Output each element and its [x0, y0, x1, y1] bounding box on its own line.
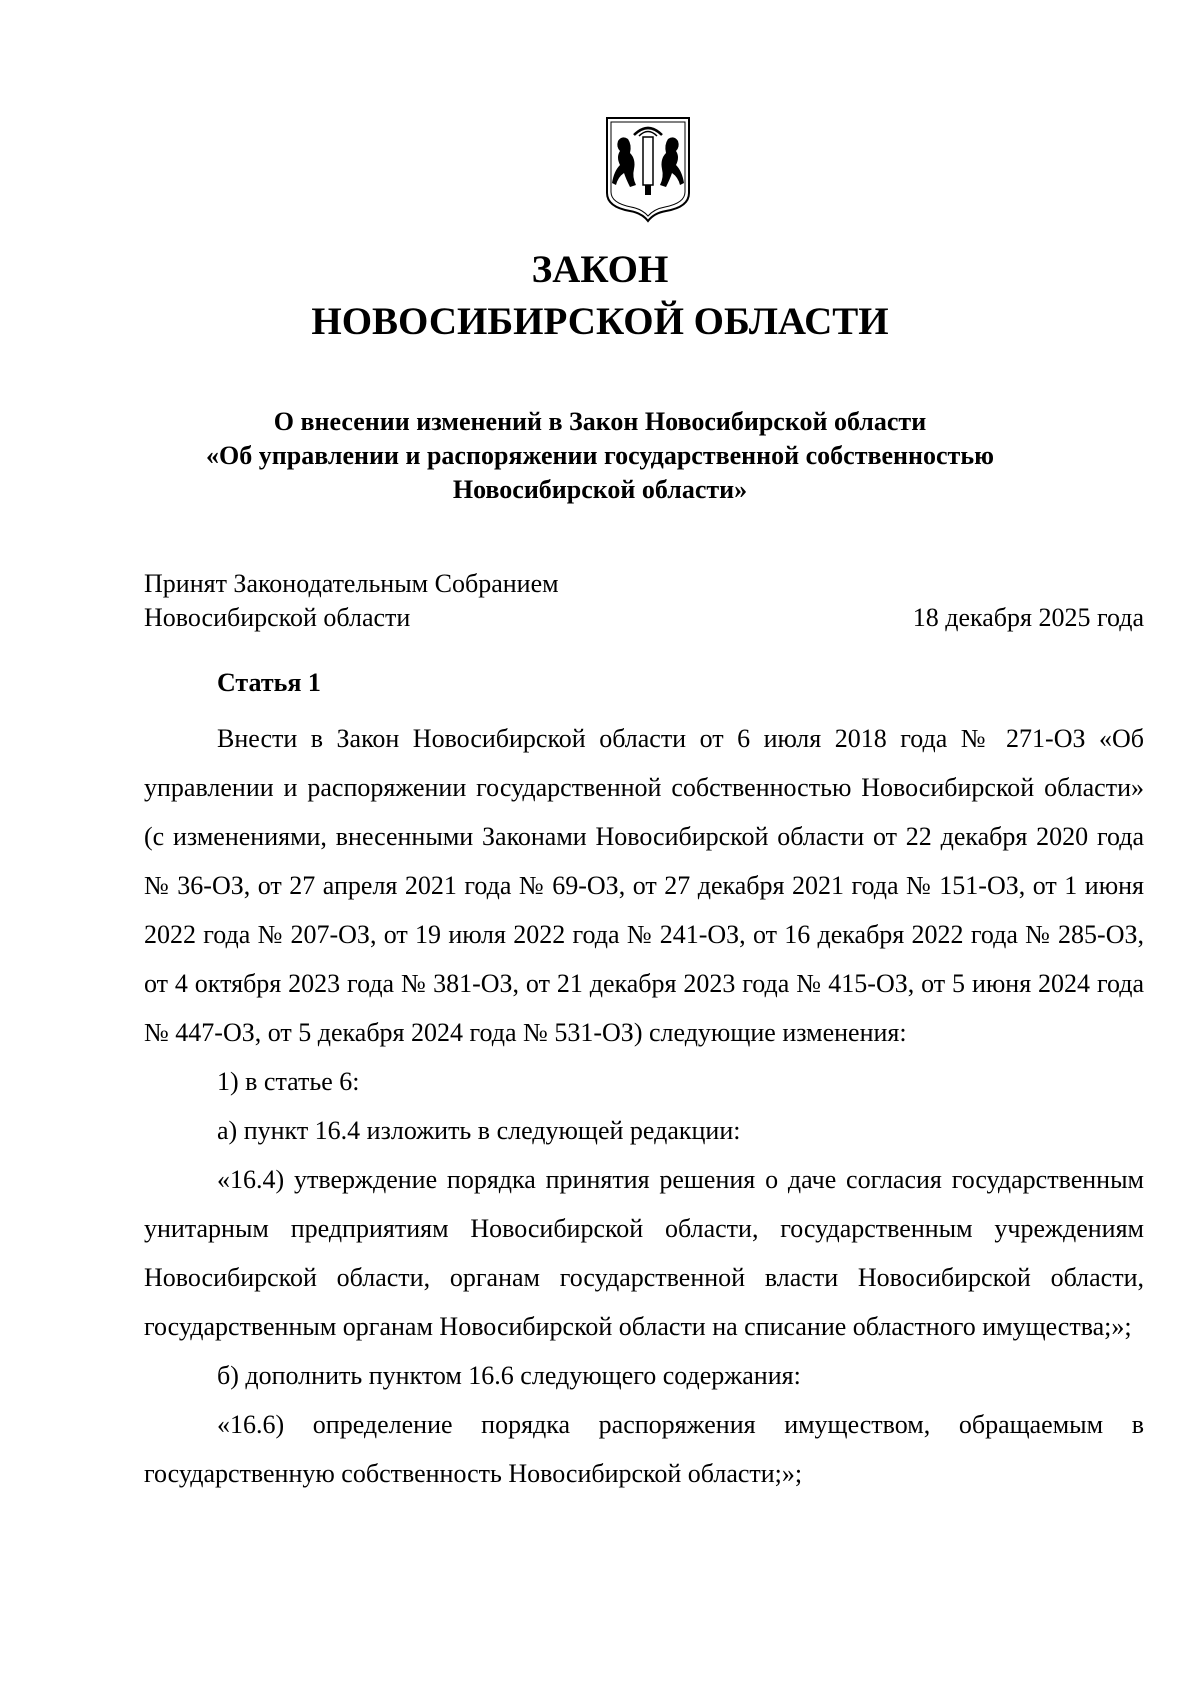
adoption-date: 18 декабря 2025 года: [912, 603, 1144, 632]
article-paragraph: б) дополнить пунктом 16.6 следующего содержания:: [217, 1361, 801, 1390]
law-subtitle-line3: Новосибирской области»: [452, 475, 748, 504]
article-paragraph: а) пункт 16.4 изложить в следующей редакции:: [217, 1116, 741, 1145]
novosibirsk-coat-of-arms-icon: [604, 115, 692, 223]
article-paragraph: «16.4) утверждение порядка принятия решения о даче согласия государственным унитарным предприятиям Новосибирской области, государственным учреждениям Новосибирской области, органам государственной власти Новосибирской области, государственным органам Новосибирской области на списание областного имущества;»;: [144, 1165, 1144, 1341]
article-body: [144, 714, 1144, 1498]
article-heading: Статья 1: [217, 668, 321, 697]
article-paragraph: Внести в Закон Новосибирской области от 6 июля 2018 года № 271-ОЗ «Об управлении и распоряжении государственной собственностью Новосибирской области» (с изменениями, внесенными Законами Новосибирской области от 22 декабря 2020 года № 36-ОЗ, от 27 апреля 2021 года № 69-ОЗ, от 27 декабря 2021 года № 151-ОЗ, от 1 июня 2022 года № 207-ОЗ, от 19 июля 2022 года № 241-ОЗ, от 16 декабря 2022 года № 285-ОЗ, от 4 октября 2023 года № 381-ОЗ, от 21 декабря 2023 года № 415-ОЗ, от 5 июня 2024 года № 447-ОЗ, от 5 декабря 2024 года № 531-ОЗ) следующие изменения:: [144, 724, 1144, 1047]
adopted-by-line1: Принят Законодательным Собранием: [144, 569, 559, 598]
law-subtitle-line1: О внесении изменений в Закон Новосибирской области: [273, 407, 927, 436]
adopted-by-line2: Новосибирской области: [144, 603, 411, 632]
law-subtitle-line2: «Об управлении и распоряжении государственной собственностью: [206, 441, 994, 470]
document-title-line1: ЗАКОН: [531, 248, 669, 291]
document-title-line2: НОВОСИБИРСКОЙ ОБЛАСТИ: [311, 300, 889, 343]
article-paragraph: 1) в статье 6:: [217, 1067, 360, 1096]
article-paragraph: «16.6) определение порядка распоряжения имуществом, обращаемым в государственную собственность Новосибирской области;»;: [144, 1410, 1144, 1488]
